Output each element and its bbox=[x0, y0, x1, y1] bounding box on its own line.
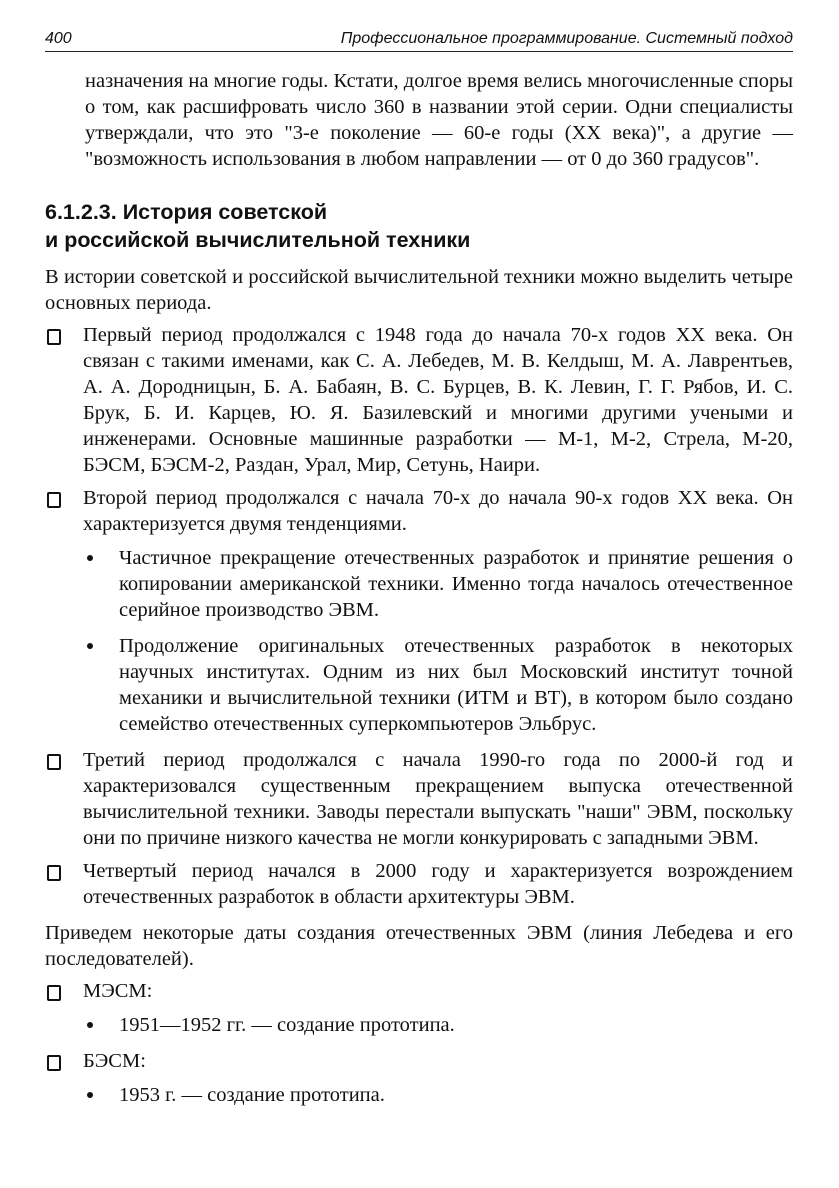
machine-bullets bbox=[83, 1012, 793, 1038]
bullet-dot-icon bbox=[87, 1092, 93, 1098]
machines-list bbox=[45, 978, 793, 1108]
bullet-item bbox=[83, 1082, 793, 1108]
checkbox-bullet-icon bbox=[47, 492, 61, 508]
checkbox-bullet-icon bbox=[47, 985, 61, 1001]
bullet-item bbox=[83, 1012, 793, 1038]
section-heading-line1: 6.1.2.3. История советской bbox=[45, 200, 328, 224]
section-heading-line2: и российской вычислительной техники bbox=[45, 228, 471, 252]
machine-name: БЭСМ: bbox=[83, 1050, 146, 1072]
period-text: Первый период продолжался с 1948 года до начала 70-х годов XX века. Он связан с такими именами, как С. А. Лебедев, М. В. Келдыш, М. А. Лаврентьев, А. А. Дородницын, Б. А. Бабаян, В. С. Бурцев, В. К. Левин, Г. Г. Рябов, И. С. Брук, Б. И. Карцев, Ю. Я. Базилевский и многими другими учеными и инженерами. Основные машинные разработки — М-1, М-2, Стрела, М-20, БЭСМ, БЭСМ-2, Раздан, Урал, Мир, Сетунь, Наири. bbox=[83, 324, 793, 476]
intro-paragraph: назначения на многие годы. Кстати, долгое время велись многочисленные споры о том, как расшифровать число 360 в названии этой серии. Одни специалисты утверждали, что это "3-е поколение — 60-е годы (XX века)", а другие — "возможность использования в любом направлении — от 0 до 360 градусов". bbox=[85, 70, 793, 170]
section-heading bbox=[45, 198, 793, 254]
list-item bbox=[45, 858, 793, 910]
checkbox-bullet-icon bbox=[47, 1055, 61, 1071]
bullet-text: 1953 г. — создание прототипа. bbox=[119, 1084, 385, 1106]
bullet-dot-icon bbox=[87, 643, 93, 649]
bullet-dot-icon bbox=[87, 555, 93, 561]
page-number: 400 bbox=[45, 30, 72, 47]
bullet-text: Продолжение оригинальных отечественных разработок в некоторых научных институтах. Одним из них был Московский институт точной механики и вычислительной техники (ИТМ и ВТ), в котором было создано семейство отечественных суперкомпьютеров Эльбрус. bbox=[119, 635, 793, 735]
checkbox-bullet-icon bbox=[47, 329, 61, 345]
section-lead: В истории советской и российской вычислительной техники можно выделить четыре основных периода. bbox=[45, 266, 793, 314]
bullet-item bbox=[83, 545, 793, 623]
list-item bbox=[45, 1048, 793, 1108]
period-text: Четвертый период начался в 2000 году и характеризуется возрождением отечественных разработок в области архитектуры ЭВМ. bbox=[83, 860, 793, 908]
dates-intro: Приведем некоторые даты создания отечественных ЭВМ (линия Лебедева и его последователей). bbox=[45, 922, 793, 970]
period-text: Второй период продолжался с начала 70-х до начала 90-х годов XX века. Он характеризуется двумя тенденциями. bbox=[83, 487, 793, 535]
checkbox-bullet-icon bbox=[47, 754, 61, 770]
list-item bbox=[45, 747, 793, 851]
period-bullets bbox=[83, 545, 793, 737]
list-item bbox=[45, 978, 793, 1038]
bullet-item bbox=[83, 633, 793, 737]
running-title: Профессиональное программирование. Системный подход bbox=[340, 30, 793, 47]
list-item bbox=[45, 322, 793, 478]
periods-list bbox=[45, 322, 793, 910]
bullet-text: 1951—1952 гг. — создание прототипа. bbox=[119, 1014, 455, 1036]
bullet-dot-icon bbox=[87, 1022, 93, 1028]
list-item bbox=[45, 485, 793, 737]
machine-bullets bbox=[83, 1082, 793, 1108]
bullet-text: Частичное прекращение отечественных разработок и принятие решения о копировании американской техники. Именно тогда началось отечественное серийное производство ЭВМ. bbox=[119, 547, 793, 621]
page-header bbox=[45, 30, 793, 52]
checkbox-bullet-icon bbox=[47, 865, 61, 881]
machine-name: МЭСМ: bbox=[83, 980, 153, 1002]
period-text: Третий период продолжался с начала 1990-го года по 2000-й год и характеризовался существенным прекращением выпуска отечественной вычислительной техники. Заводы перестали выпускать "наши" ЭВМ, поскольку они по причине низкого качества не могли конкурировать с западными ЭВМ. bbox=[83, 749, 793, 849]
page bbox=[45, 30, 793, 1118]
